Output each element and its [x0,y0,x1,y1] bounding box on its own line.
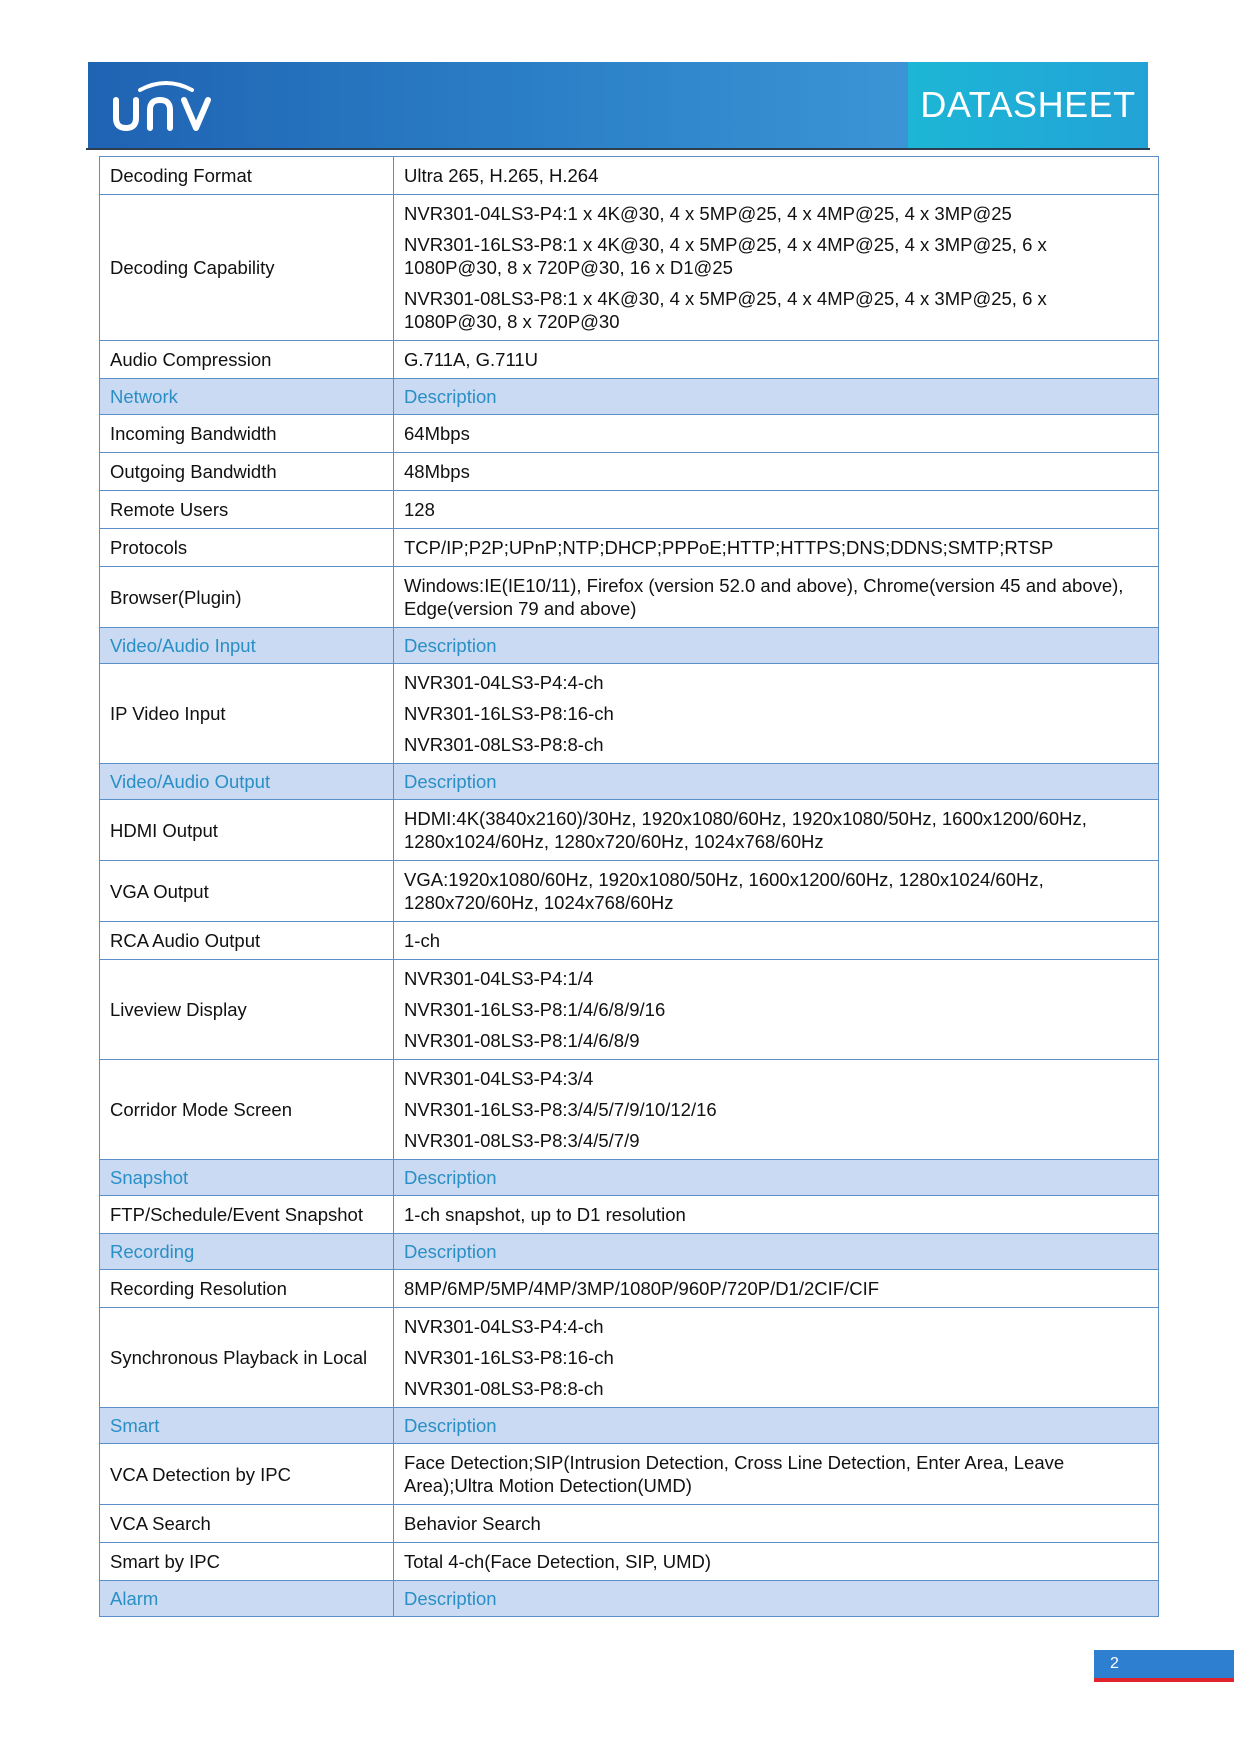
page-number-box [1094,1650,1234,1678]
spec-value [394,664,1159,764]
spec-value-line: TCP/IP;P2P;UPnP;NTP;DHCP;PPPoE;HTTP;HTTPS;DNS;DDNS;SMTP;RTSP [404,537,1054,558]
spec-value-line: NVR301-08LS3-P8:8-ch [404,1378,604,1399]
section-header-row [100,628,1159,664]
spec-value [394,195,1159,341]
spec-value-line: Ultra 265, H.265, H.264 [404,165,599,186]
header-divider [86,148,1150,150]
spec-value-line: NVR301-04LS3-P4:1 x 4K@30, 4 x 5MP@25, 4 x 4MP@25, 4 x 3MP@25 [404,203,1012,224]
spec-label: Browser(Plugin) [100,567,394,628]
spec-row [100,491,1159,529]
section-description-label: Description [394,1408,1159,1444]
spec-row [100,1505,1159,1543]
header-banner [88,62,908,148]
section-title: Smart [100,1408,394,1444]
spec-row [100,341,1159,379]
spec-label: Corridor Mode Screen [100,1060,394,1160]
spec-label: Liveview Display [100,960,394,1060]
section-title: Video/Audio Input [100,628,394,664]
spec-value-line: NVR301-04LS3-P4:4-ch [404,672,604,693]
spec-value-line: NVR301-16LS3-P8:16-ch [404,1347,614,1368]
section-description-label: Description [394,1160,1159,1196]
spec-label: FTP/Schedule/Event Snapshot [100,1196,394,1234]
spec-row [100,453,1159,491]
spec-label: Decoding Format [100,157,394,195]
spec-label: RCA Audio Output [100,922,394,960]
spec-value-line: Total 4-ch(Face Detection, SIP, UMD) [404,1551,712,1572]
spec-value-line: NVR301-16LS3-P8:1/4/6/8/9/16 [404,999,666,1020]
spec-row [100,1444,1159,1505]
section-header-row [100,379,1159,415]
spec-value-line: VGA:1920x1080/60Hz, 1920x1080/50Hz, 1600x1200/60Hz, 1280x1024/60Hz, 1280x720/60Hz, 1024x768/60Hz [404,869,1044,913]
spec-value [394,453,1159,491]
spec-label: Recording Resolution [100,1270,394,1308]
section-description-label: Description [394,1581,1159,1617]
section-title: Network [100,379,394,415]
section-title: Snapshot [100,1160,394,1196]
spec-row [100,1270,1159,1308]
spec-value-line: HDMI:4K(3840x2160)/30Hz, 1920x1080/60Hz, 1920x1080/50Hz, 1600x1200/60Hz, 1280x1024/60Hz, 1280x720/60Hz, 1024x768/60Hz [404,808,1087,852]
spec-row [100,1543,1159,1581]
page-number-underline [1094,1678,1234,1682]
section-title: Video/Audio Output [100,764,394,800]
spec-label: Outgoing Bandwidth [100,453,394,491]
page-header [88,62,1148,148]
spec-value [394,1505,1159,1543]
section-description-label: Description [394,379,1159,415]
spec-value-line: NVR301-16LS3-P8:1 x 4K@30, 4 x 5MP@25, 4 x 4MP@25, 4 x 3MP@25, 6 x 1080P@30, 8 x 720P@30, 16 x D1@25 [404,234,1047,278]
spec-row [100,529,1159,567]
spec-row [100,960,1159,1060]
spec-value-line: NVR301-08LS3-P8:1/4/6/8/9 [404,1030,640,1051]
spec-row [100,922,1159,960]
spec-label: HDMI Output [100,800,394,861]
spec-value-line: NVR301-04LS3-P4:1/4 [404,968,594,989]
section-title: Recording [100,1234,394,1270]
spec-label: VCA Search [100,1505,394,1543]
spec-label: Remote Users [100,491,394,529]
spec-label: Protocols [100,529,394,567]
spec-value [394,529,1159,567]
spec-row [100,664,1159,764]
spec-value-line: NVR301-16LS3-P8:3/4/5/7/9/10/12/16 [404,1099,717,1120]
section-header-row [100,764,1159,800]
spec-row [100,1308,1159,1408]
spec-value-line: 48Mbps [404,461,470,482]
spec-row [100,1196,1159,1234]
spec-value-line: NVR301-08LS3-P8:8-ch [404,734,604,755]
spec-label: Audio Compression [100,341,394,379]
spec-value-line: 1-ch snapshot, up to D1 resolution [404,1204,686,1225]
spec-value [394,1543,1159,1581]
spec-value-line: Behavior Search [404,1513,541,1534]
specification-table [99,156,1159,1617]
spec-label: IP Video Input [100,664,394,764]
spec-value-line: NVR301-04LS3-P4:3/4 [404,1068,594,1089]
section-header-row [100,1234,1159,1270]
spec-row [100,567,1159,628]
spec-label: Decoding Capability [100,195,394,341]
spec-value [394,1060,1159,1160]
spec-value [394,341,1159,379]
spec-label: Synchronous Playback in Local [100,1308,394,1408]
spec-label: Smart by IPC [100,1543,394,1581]
spec-value [394,861,1159,922]
spec-value [394,1270,1159,1308]
spec-value-line: NVR301-16LS3-P8:16-ch [404,703,614,724]
section-title: Alarm [100,1581,394,1617]
spec-label: Incoming Bandwidth [100,415,394,453]
spec-value-line: NVR301-08LS3-P8:1 x 4K@30, 4 x 5MP@25, 4 x 4MP@25, 4 x 3MP@25, 6 x 1080P@30, 8 x 720P@30 [404,288,1047,332]
datasheet-label: DATASHEET [920,84,1136,125]
spec-value [394,567,1159,628]
spec-value-line: 128 [404,499,435,520]
spec-value-line: NVR301-04LS3-P4:4-ch [404,1316,604,1337]
spec-value [394,922,1159,960]
spec-row [100,1060,1159,1160]
spec-row [100,157,1159,195]
section-header-row [100,1408,1159,1444]
spec-row [100,800,1159,861]
section-description-label: Description [394,628,1159,664]
spec-value [394,491,1159,529]
spec-row [100,861,1159,922]
spec-value [394,1444,1159,1505]
spec-value-line: 64Mbps [404,423,470,444]
spec-label: VCA Detection by IPC [100,1444,394,1505]
spec-value [394,800,1159,861]
spec-value-line: G.711A, G.711U [404,349,539,370]
spec-label: VGA Output [100,861,394,922]
section-header-row [100,1160,1159,1196]
spec-value-line: 1-ch [404,930,440,951]
unv-logo [106,76,226,136]
section-description-label: Description [394,764,1159,800]
page-number: 2 [1110,1655,1119,1672]
datasheet-badge [908,62,1148,148]
spec-value [394,157,1159,195]
spec-row [100,195,1159,341]
spec-value [394,1308,1159,1408]
section-description-label: Description [394,1234,1159,1270]
section-header-row [100,1581,1159,1617]
spec-row [100,415,1159,453]
spec-value-line: Face Detection;SIP(Intrusion Detection, Cross Line Detection, Enter Area, Leave Area);Ultra Motion Detection(UMD) [404,1452,1065,1496]
spec-value [394,1196,1159,1234]
spec-value-line: Windows:IE(IE10/11), Firefox (version 52.0 and above), Chrome(version 45 and above), Edge(version 79 and above) [404,575,1124,619]
spec-value [394,415,1159,453]
spec-value [394,960,1159,1060]
spec-value-line: 8MP/6MP/5MP/4MP/3MP/1080P/960P/720P/D1/2CIF/CIF [404,1278,880,1299]
spec-value-line: NVR301-08LS3-P8:3/4/5/7/9 [404,1130,640,1151]
